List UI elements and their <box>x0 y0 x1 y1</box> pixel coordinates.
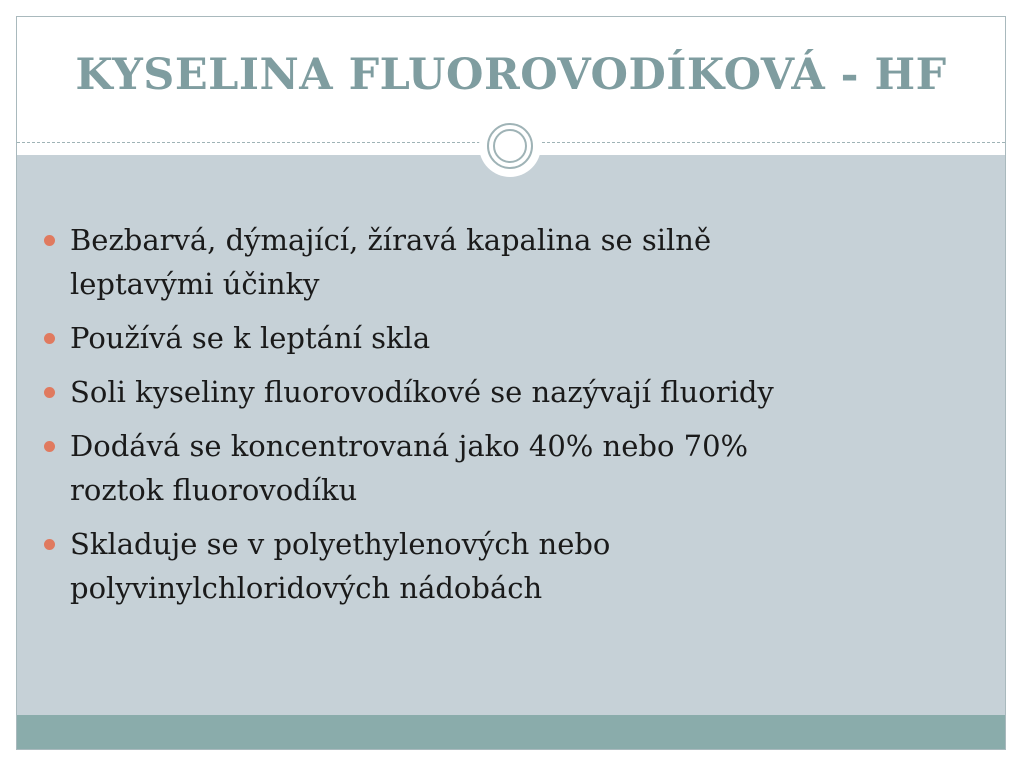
slide-title: KYSELINA FLUOROVODÍKOVÁ - HF <box>75 50 947 100</box>
bottom-band <box>17 715 1005 749</box>
bullet-list <box>44 218 824 620</box>
bullet-item <box>44 424 824 512</box>
bullet-item <box>44 370 824 414</box>
round-bullet-icon <box>44 387 55 398</box>
round-bullet-icon <box>44 539 55 550</box>
round-bullet-icon <box>44 441 55 452</box>
bullet-text: Dodává se koncentrovaná jako 40% nebo 70% roztok fluorovodíku <box>70 429 749 507</box>
bullet-text: Používá se k leptání skla <box>70 321 431 355</box>
round-bullet-icon <box>44 235 55 246</box>
bullet-item <box>44 316 824 360</box>
bullet-text: Bezbarvá, dýmající, žíravá kapalina se silně leptavými účinky <box>70 223 712 301</box>
double-ring-icon <box>479 115 541 177</box>
inner-ring <box>493 129 527 163</box>
bullet-item <box>44 218 824 306</box>
bullet-text: Skladuje se v polyethylenových nebo polyvinylchloridových nádobách <box>70 527 611 605</box>
bullet-item <box>44 522 824 610</box>
round-bullet-icon <box>44 333 55 344</box>
bullet-text: Soli kyseliny fluorovodíkové se nazývají fluoridy <box>70 375 774 409</box>
